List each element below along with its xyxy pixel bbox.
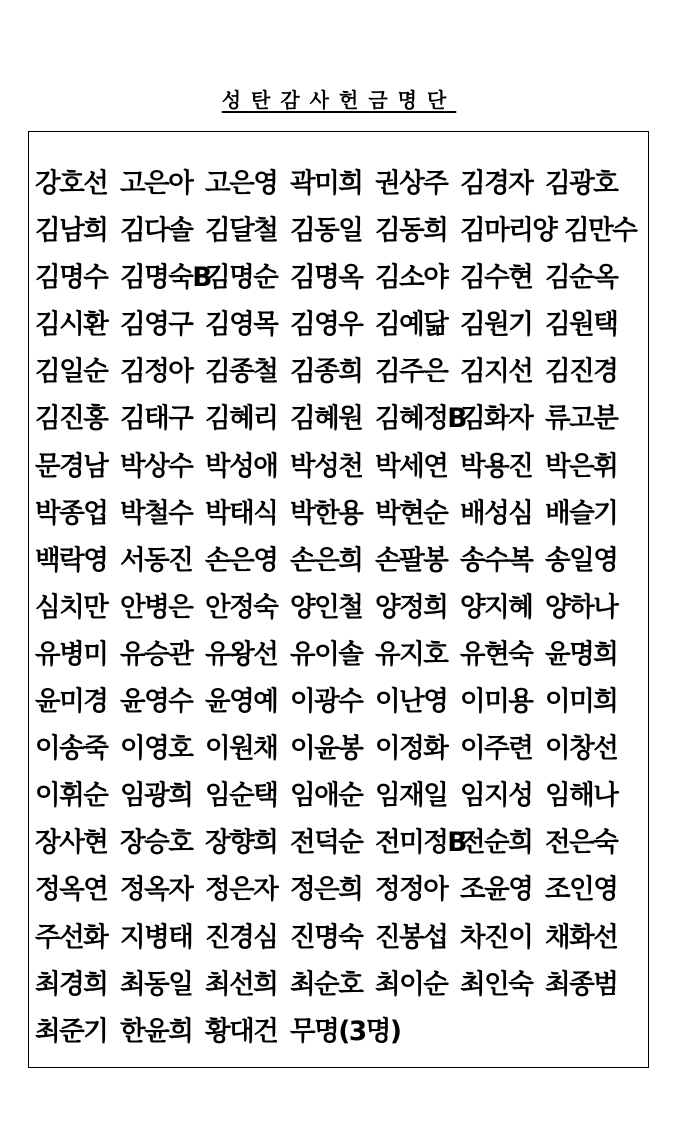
donor-name: 최종범 [545,968,618,1000]
name-list [35,160,647,1055]
donor-name: 김시환 [35,309,108,341]
donor-name: 유왕선 [205,638,278,670]
donor-name: 김남희 [35,215,108,247]
donor-name: 양정희 [375,591,448,623]
donor-name: 차진이 [460,921,533,953]
donor-name: 유승관 [120,638,193,670]
donor-name: 임순택 [205,780,278,812]
donor-name: 김일순 [35,356,108,388]
name-row [35,254,647,301]
donor-name: 류고분 [545,403,618,435]
donor-name: 한윤희 [120,1015,193,1047]
donor-name: 정은희 [290,874,363,906]
donor-name: 김다솔 [120,215,193,247]
name-row [35,207,647,254]
donor-name: 김마리양 [460,215,557,247]
donor-name: 박태식 [205,497,278,529]
donor-name: 김원기 [460,309,533,341]
name-row [35,914,647,961]
donor-name: 권상주 [375,168,448,199]
donor-name: 김순옥 [545,262,618,294]
donor-name: 김영목 [205,309,278,341]
donor-name: 이창선 [545,733,618,765]
donor-name: 김영우 [290,309,363,341]
donor-name: 이원채 [205,733,278,765]
name-row [35,584,647,631]
donor-name: 채화선 [545,921,618,953]
donor-name: 박현순 [375,497,448,529]
donor-name: 지병태 [120,921,193,953]
donor-name: 임광희 [120,780,193,812]
donor-name: 김명숙B [120,262,211,294]
name-row [35,395,647,442]
donor-name: 김주은 [375,356,448,388]
donor-name: 고은영 [205,168,278,199]
donor-name: 임재일 [375,780,448,812]
donor-name: 백락영 [35,544,108,576]
donor-name: 장승호 [120,827,193,859]
donor-name: 유이솔 [290,638,363,670]
donor-name: 박은휘 [545,450,618,482]
donor-name: 김원택 [545,309,618,341]
donor-name: 최이순 [375,968,448,1000]
donor-name: 안정숙 [205,591,278,623]
name-row [35,678,647,725]
name-row [35,537,647,584]
donor-name: 김진홍 [35,403,108,435]
donor-name: 윤영예 [205,686,278,718]
name-row [35,1008,647,1055]
donor-name: 진명숙 [290,921,363,953]
donor-name: 이정화 [375,733,448,765]
donor-name: 서동진 [120,544,193,576]
donor-name: 최동일 [120,968,193,1000]
donor-name: 정옥자 [120,874,193,906]
donor-name: 무명(3명) [290,1015,401,1047]
donor-name: 조인영 [545,874,618,906]
donor-name: 박한용 [290,497,363,529]
donor-name: 전은숙 [545,827,618,859]
donor-name: 전미정B [375,827,466,859]
donor-name: 김진경 [545,356,618,388]
name-row [35,348,647,395]
donor-name: 김혜원 [290,403,363,435]
donor-name: 김영구 [120,309,193,341]
donor-name: 김혜리 [205,403,278,435]
name-row [35,961,647,1008]
donor-name: 주선화 [35,921,108,953]
donor-name: 김명수 [35,262,108,294]
donor-name: 김소야 [375,262,448,294]
donor-name: 전덕순 [290,827,363,859]
donor-name: 김명옥 [290,262,363,294]
donor-name: 김동희 [375,215,448,247]
donor-name: 이윤봉 [290,733,363,765]
donor-name: 양하나 [545,591,618,623]
donor-name: 정옥연 [35,874,108,906]
donor-name: 유지호 [375,638,448,670]
name-row [35,443,647,490]
donor-name: 김혜정B [375,403,466,435]
donor-name: 최준기 [35,1015,108,1047]
donor-name: 양인철 [290,591,363,623]
donor-name: 김만수 [564,215,637,247]
donor-name: 윤영수 [120,686,193,718]
donor-name: 이광수 [290,686,363,718]
donor-name: 유현숙 [460,638,533,670]
donor-name: 박종업 [35,497,108,529]
donor-name: 박철수 [120,497,193,529]
donor-name: 최순호 [290,968,363,1000]
donor-name: 이휘순 [35,780,108,812]
donor-name: 문경남 [35,450,108,482]
donor-name: 배성심 [460,497,533,529]
donor-name: 양지혜 [460,591,533,623]
donor-name: 장향희 [205,827,278,859]
donor-name: 안병은 [120,591,193,623]
donor-name: 심치만 [35,591,108,623]
donor-name: 김명순 [205,262,278,294]
donor-name: 김광호 [545,168,618,199]
page-title: 성탄감사헌금명단 [221,88,457,112]
donor-name: 이영호 [120,733,193,765]
donor-name: 김동일 [290,215,363,247]
donor-name: 배슬기 [545,497,618,529]
donor-name: 최인숙 [460,968,533,1000]
donor-name: 곽미희 [290,168,363,199]
donor-name: 장사현 [35,827,108,859]
donor-name: 윤미경 [35,686,108,718]
donor-name: 임애순 [290,780,363,812]
donor-name: 임지성 [460,780,533,812]
donor-name: 임해나 [545,780,618,812]
donor-name: 김경자 [460,168,533,199]
donor-name: 유병미 [35,638,108,670]
donor-name: 최경희 [35,968,108,1000]
name-row [35,819,647,866]
donor-name: 조윤영 [460,874,533,906]
donor-name: 박성애 [205,450,278,482]
donor-name: 정은자 [205,874,278,906]
donor-name: 김수현 [460,262,533,294]
donor-name: 박상수 [120,450,193,482]
donor-name: 김예닮 [375,309,448,341]
donor-name: 송일영 [545,544,618,576]
name-row [35,725,647,772]
donor-name: 고은아 [120,168,193,199]
donor-name: 이미희 [545,686,618,718]
donor-name: 김달철 [205,215,278,247]
donor-name: 이난영 [375,686,448,718]
donor-name: 박세연 [375,450,448,482]
donor-name: 이송죽 [35,733,108,765]
donor-name: 박용진 [460,450,533,482]
donor-name: 송수복 [460,544,533,576]
donor-name: 이주련 [460,733,533,765]
donor-name: 전순희 [460,827,533,859]
donor-name: 박성천 [290,450,363,482]
donor-name: 김정아 [120,356,193,388]
name-row [35,866,647,913]
donor-name: 손은희 [290,544,363,576]
donor-name: 진봉섭 [375,921,448,953]
donor-name: 정정아 [375,874,448,906]
donor-name: 김종희 [290,356,363,388]
donor-name: 진경심 [205,921,278,953]
donor-name: 김화자 [460,403,533,435]
donor-name: 김지선 [460,356,533,388]
donor-name: 윤명희 [545,638,618,670]
name-row [35,772,647,819]
donor-name: 이미용 [460,686,533,718]
name-row [35,160,647,207]
donor-name: 손팔봉 [375,544,448,576]
donor-name: 김태구 [120,403,193,435]
donor-name: 김종철 [205,356,278,388]
name-row [35,631,647,678]
name-row [35,490,647,537]
donor-name: 강호선 [35,168,108,199]
donor-name: 손은영 [205,544,278,576]
name-row [35,301,647,348]
donor-name: 황대건 [205,1015,278,1047]
donor-name: 최선희 [205,968,278,1000]
